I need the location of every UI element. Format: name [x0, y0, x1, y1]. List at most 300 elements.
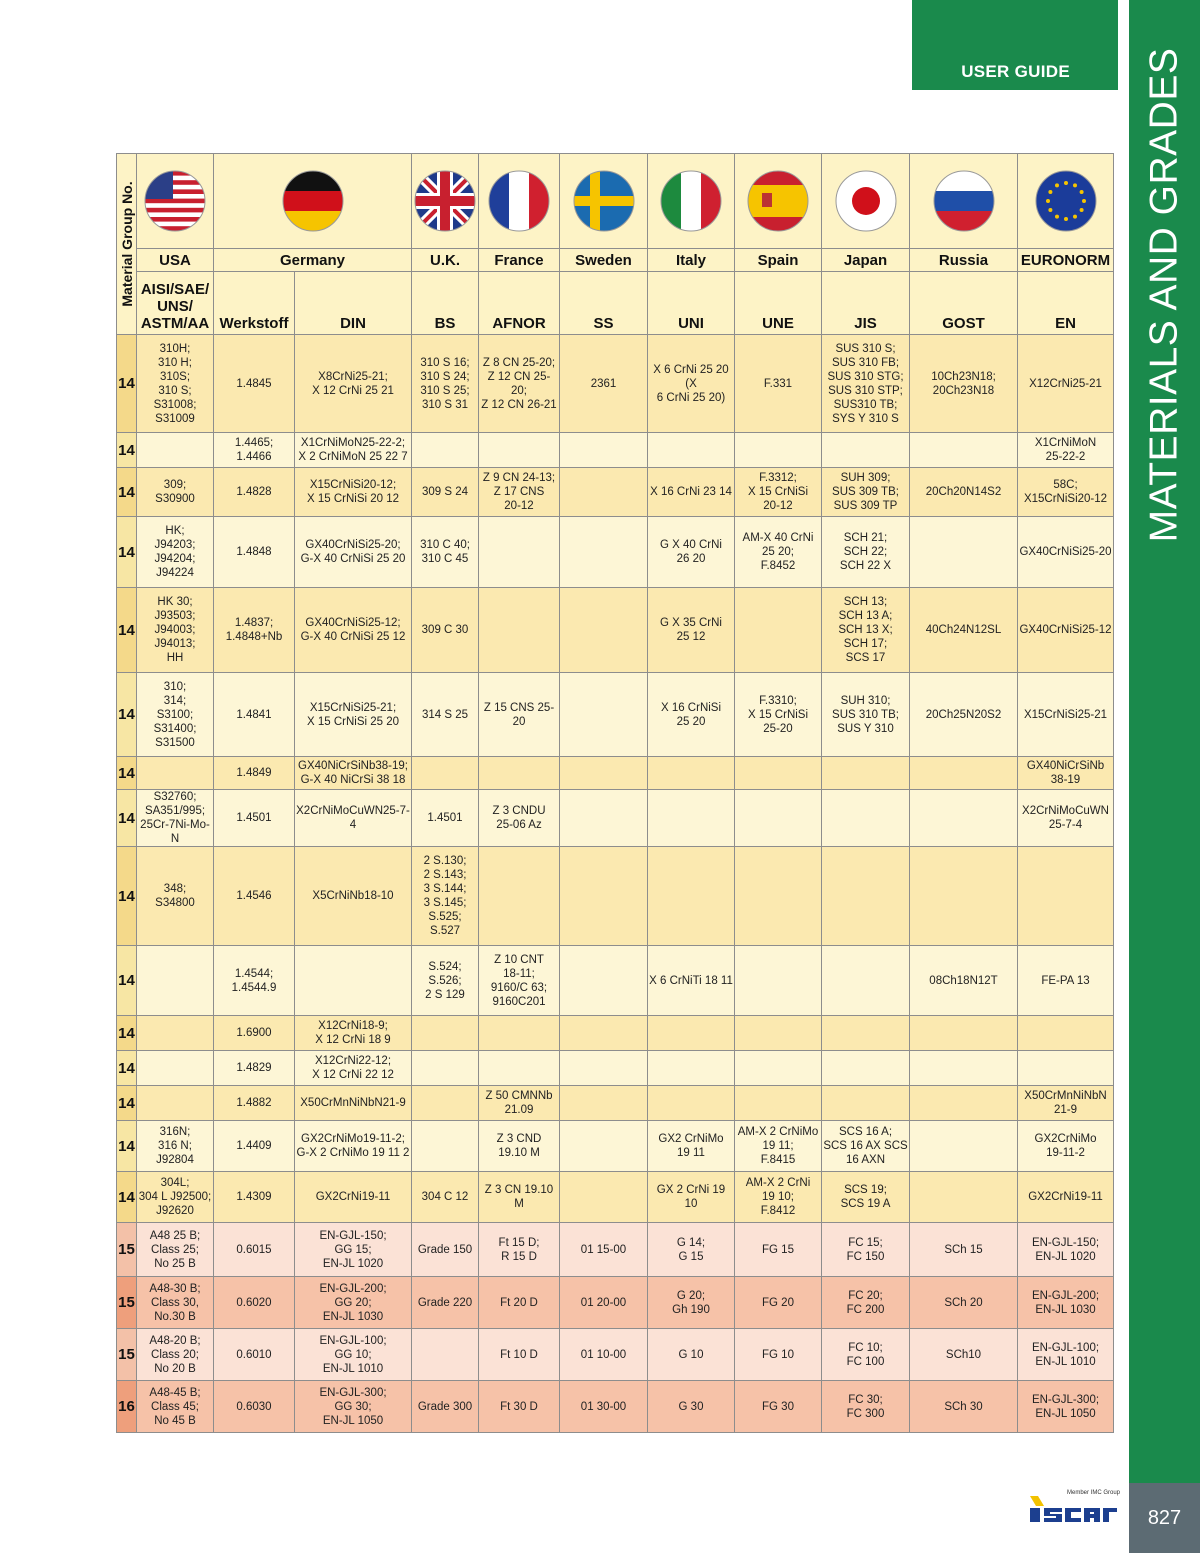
- table-cell: [1018, 1016, 1114, 1051]
- materials-table: [116, 153, 1114, 1433]
- table-cell: Z 50 CMNNb 21.09: [479, 1086, 560, 1121]
- table-cell: [137, 757, 214, 790]
- table-cell: 309; S30900: [137, 468, 214, 517]
- table-cell: [735, 847, 822, 946]
- sweden-flag-cell: [560, 154, 648, 249]
- table-cell: 1.4848: [214, 517, 295, 588]
- germany-flag-icon: [281, 169, 345, 233]
- table-cell: [137, 1086, 214, 1121]
- russia-flag-icon: [932, 169, 996, 233]
- table-cell: 1.4849: [214, 757, 295, 790]
- table-cell: 20Ch25N20S2: [910, 673, 1018, 757]
- uk-flag-icon: [413, 169, 477, 233]
- table-cell: GX40CrNiSi25-12: [1018, 588, 1114, 673]
- standard-ss: SS: [560, 272, 648, 335]
- table-cell: X15CrNiSi25-21; X 15 CrNiSi 25 20: [295, 673, 412, 757]
- table-cell: FC 15; FC 150: [822, 1223, 910, 1277]
- table-cell: [910, 517, 1018, 588]
- country-italy: Italy: [648, 249, 735, 272]
- table-cell: S.524; S.526; 2 S 129: [412, 946, 479, 1016]
- table-cell: [822, 946, 910, 1016]
- country-france: France: [479, 249, 560, 272]
- page-number-box: [1129, 1483, 1200, 1553]
- table-cell: EN-GJL-200; GG 20; EN-JL 1030: [295, 1277, 412, 1329]
- table-cell: EN-GJL-150; GG 15; EN-JL 1020: [295, 1223, 412, 1277]
- country-japan: Japan: [822, 249, 910, 272]
- table-cell: HK 30; J93503; J94003; J94013; HH: [137, 588, 214, 673]
- country-russia: Russia: [910, 249, 1018, 272]
- table-cell: [910, 1051, 1018, 1086]
- table-cell: [479, 517, 560, 588]
- table-cell: 314 S 25: [412, 673, 479, 757]
- table-cell: SCh 30: [910, 1381, 1018, 1433]
- table-cell: 309 C 30: [412, 588, 479, 673]
- table-cell: [648, 757, 735, 790]
- material-group-number: 14: [117, 1086, 137, 1121]
- table-cell: EN-GJL-100; GG 10; EN-JL 1010: [295, 1329, 412, 1381]
- table-cell: [412, 1329, 479, 1381]
- table-cell: 304 C 12: [412, 1172, 479, 1223]
- sweden-flag-icon: [572, 169, 636, 233]
- table-cell: G 10: [648, 1329, 735, 1381]
- material-group-number: 14: [117, 468, 137, 517]
- table-row: [117, 1277, 1114, 1329]
- table-cell: [1018, 1051, 1114, 1086]
- table-cell: 310H; 310 H; 310S; 310 S; S31008; S31009: [137, 335, 214, 433]
- table-cell: 0.6020: [214, 1277, 295, 1329]
- table-cell: SCh10: [910, 1329, 1018, 1381]
- standard-gost: GOST: [910, 272, 1018, 335]
- spain-flag-icon: [746, 169, 810, 233]
- page-number: 827: [1147, 1506, 1182, 1529]
- table-cell: Ft 10 D: [479, 1329, 560, 1381]
- table-cell: GX2CrNi19-11: [295, 1172, 412, 1223]
- table-cell: SUH 310; SUS 310 TB; SUS Y 310: [822, 673, 910, 757]
- table-row: [117, 673, 1114, 757]
- table-cell: X 16 CrNiSi 25 20: [648, 673, 735, 757]
- standard-afnor: AFNOR: [479, 272, 560, 335]
- material-group-number: 14: [117, 588, 137, 673]
- material-group-number: 14: [117, 946, 137, 1016]
- table-cell: 08Ch18N12T: [910, 946, 1018, 1016]
- table-cell: S32760; SA351/995; 25Cr-7Ni-Mo-N: [137, 790, 214, 847]
- material-group-number: 14: [117, 1051, 137, 1086]
- user-guide-tab: [912, 0, 1118, 90]
- table-cell: [560, 673, 648, 757]
- table-cell: Z 3 CN 19.10 M: [479, 1172, 560, 1223]
- table-cell: [560, 433, 648, 468]
- table-cell: 316N; 316 N; J92804: [137, 1121, 214, 1172]
- material-group-number: 14: [117, 757, 137, 790]
- standard-uni: UNI: [648, 272, 735, 335]
- table-cell: Ft 20 D: [479, 1277, 560, 1329]
- table-cell: A48-30 B; Class 30, No.30 B: [137, 1277, 214, 1329]
- country-germany: Germany: [214, 249, 412, 272]
- table-cell: 348; S34800: [137, 847, 214, 946]
- table-cell: [560, 1121, 648, 1172]
- material-group-number: 14: [117, 335, 137, 433]
- table-cell: [910, 757, 1018, 790]
- table-cell: FG 15: [735, 1223, 822, 1277]
- table-cell: 1.4828: [214, 468, 295, 517]
- table-cell: FC 20; FC 200: [822, 1277, 910, 1329]
- iscar-logo: [1028, 1490, 1120, 1530]
- table-cell: HK; J94203; J94204; J94224: [137, 517, 214, 588]
- table-cell: [910, 1172, 1018, 1223]
- table-cell: 0.6015: [214, 1223, 295, 1277]
- table-row: [117, 1172, 1114, 1223]
- table-cell: FG 10: [735, 1329, 822, 1381]
- table-row: [117, 335, 1114, 433]
- table-cell: SUH 309; SUS 309 TB; SUS 309 TP: [822, 468, 910, 517]
- material-group-number: 14: [117, 1121, 137, 1172]
- table-cell: 310 C 40; 310 C 45: [412, 517, 479, 588]
- table-cell: [735, 946, 822, 1016]
- table-cell: [560, 847, 648, 946]
- country-euronorm: EURONORM: [1018, 249, 1114, 272]
- material-group-number: 16: [117, 1381, 137, 1433]
- table-cell: 1.4841: [214, 673, 295, 757]
- table-cell: X12CrNi25-21: [1018, 335, 1114, 433]
- table-cell: X50CrMnNiNbN21-9: [295, 1086, 412, 1121]
- table-cell: F.331: [735, 335, 822, 433]
- material-group-number: 15: [117, 1223, 137, 1277]
- iscar-logo-icon: [1028, 1494, 1118, 1528]
- table-row: [117, 1086, 1114, 1121]
- table-cell: [822, 757, 910, 790]
- table-cell: X 16 CrNi 23 14: [648, 468, 735, 517]
- table-cell: 1.4882: [214, 1086, 295, 1121]
- table-cell: SCS 19; SCS 19 A: [822, 1172, 910, 1223]
- table-cell: [560, 1016, 648, 1051]
- table-cell: AM-X 2 CrNi 19 10; F.8412: [735, 1172, 822, 1223]
- table-cell: [910, 847, 1018, 946]
- table-cell: 310; 314; S3100; S31400; S31500: [137, 673, 214, 757]
- table-cell: [412, 757, 479, 790]
- country-spain: Spain: [735, 249, 822, 272]
- table-cell: [479, 847, 560, 946]
- table-cell: [137, 433, 214, 468]
- table-cell: Z 3 CNDU 25-06 Az: [479, 790, 560, 847]
- country-uk: U.K.: [412, 249, 479, 272]
- table-cell: EN-GJL-300; GG 30; EN-JL 1050: [295, 1381, 412, 1433]
- table-cell: [295, 946, 412, 1016]
- france-flag-cell: [479, 154, 560, 249]
- table-cell: [648, 1086, 735, 1121]
- table-cell: GX40CrNiSi25-20: [1018, 517, 1114, 588]
- table-cell: [560, 1172, 648, 1223]
- material-group-number: 14: [117, 847, 137, 946]
- material-group-number: 14: [117, 1172, 137, 1223]
- table-cell: 01 30-00: [560, 1381, 648, 1433]
- table-cell: GX40CrNiSi25-20; G-X 40 CrNiSi 25 20: [295, 517, 412, 588]
- table-cell: FC 30; FC 300: [822, 1381, 910, 1433]
- russia-flag-cell: [910, 154, 1018, 249]
- table-cell: EN-GJL-300; EN-JL 1050: [1018, 1381, 1114, 1433]
- table-cell: [137, 1051, 214, 1086]
- table-cell: 20Ch20N14S2: [910, 468, 1018, 517]
- table-row: [117, 588, 1114, 673]
- table-cell: [735, 433, 822, 468]
- table-cell: [412, 1086, 479, 1121]
- table-cell: EN-GJL-150; EN-JL 1020: [1018, 1223, 1114, 1277]
- table-cell: [910, 1121, 1018, 1172]
- italy-flag-cell: [648, 154, 735, 249]
- standard-une: UNE: [735, 272, 822, 335]
- table-cell: [479, 1051, 560, 1086]
- table-cell: X 6 CrNi 25 20 (X 6 CrNi 25 20): [648, 335, 735, 433]
- table-cell: F.3312; X 15 CrNiSi 20-12: [735, 468, 822, 517]
- table-cell: [560, 946, 648, 1016]
- table-cell: Grade 220: [412, 1277, 479, 1329]
- table-cell: [735, 1086, 822, 1121]
- table-cell: [560, 1051, 648, 1086]
- material-group-number: 15: [117, 1277, 137, 1329]
- eu-flag-icon: [1034, 169, 1098, 233]
- table-cell: Grade 300: [412, 1381, 479, 1433]
- table-cell: X2CrNiMoCuWN 25-7-4: [1018, 790, 1114, 847]
- table-cell: [560, 468, 648, 517]
- table-cell: Grade 150: [412, 1223, 479, 1277]
- table-cell: [412, 1121, 479, 1172]
- table-cell: 1.4465; 1.4466: [214, 433, 295, 468]
- table-cell: X15CrNiSi20-12; X 15 CrNiSi 20 12: [295, 468, 412, 517]
- table-cell: [735, 1016, 822, 1051]
- table-cell: SUS 310 S; SUS 310 FB; SUS 310 STG; SUS 310 STP; SUS310 TB; SYS Y 310 S: [822, 335, 910, 433]
- usa-flag-icon: [143, 169, 207, 233]
- table-cell: [560, 757, 648, 790]
- table-cell: [822, 847, 910, 946]
- table-cell: 0.6030: [214, 1381, 295, 1433]
- table-cell: SCh 15: [910, 1223, 1018, 1277]
- material-group-number: 14: [117, 517, 137, 588]
- usa-flag-cell: [137, 154, 214, 249]
- table-cell: A48 25 B; Class 25; No 25 B: [137, 1223, 214, 1277]
- table-cell: [735, 1051, 822, 1086]
- material-group-number: 15: [117, 1329, 137, 1381]
- table-cell: Z 15 CNS 25-20: [479, 673, 560, 757]
- table-cell: [412, 1051, 479, 1086]
- table-cell: X15CrNiSi25-21: [1018, 673, 1114, 757]
- table-cell: X1CrNiMoN 25-22-2: [1018, 433, 1114, 468]
- table-cell: A48-20 B; Class 20; No 20 B: [137, 1329, 214, 1381]
- table-cell: 58C; X15CrNiSi20-12: [1018, 468, 1114, 517]
- table-cell: [560, 588, 648, 673]
- table-cell: 1.4845: [214, 335, 295, 433]
- standard-row: [117, 272, 1114, 335]
- side-title: [1128, 47, 1200, 543]
- germany-flag-cell: [214, 154, 412, 249]
- logo-member-text: Member IMC Group: [1066, 1490, 1120, 1496]
- table-cell: [910, 433, 1018, 468]
- material-group-number: 14: [117, 790, 137, 847]
- standard-werkstoff: Werkstoff: [214, 272, 295, 335]
- france-flag-icon: [487, 169, 551, 233]
- table-cell: FE-PA 13: [1018, 946, 1114, 1016]
- table-cell: [822, 1086, 910, 1121]
- table-row: [117, 1121, 1114, 1172]
- table-cell: Z 9 CN 24-13; Z 17 CNS 20-12: [479, 468, 560, 517]
- table-cell: EN-GJL-200; EN-JL 1030: [1018, 1277, 1114, 1329]
- table-row: [117, 517, 1114, 588]
- table-cell: Z 3 CND 19.10 M: [479, 1121, 560, 1172]
- table-cell: [822, 433, 910, 468]
- table-cell: 0.6010: [214, 1329, 295, 1381]
- table-cell: [648, 1016, 735, 1051]
- table-cell: FC 10; FC 100: [822, 1329, 910, 1381]
- table-cell: FG 30: [735, 1381, 822, 1433]
- table-cell: [137, 1016, 214, 1051]
- table-cell: SCH 13; SCH 13 A; SCH 13 X; SCH 17; SCS 17: [822, 588, 910, 673]
- standard-aisi: AISI/SAE/ UNS/ ASTM/AA: [137, 272, 214, 335]
- eu-flag-cell: [1018, 154, 1114, 249]
- table-row: [117, 790, 1114, 847]
- japan-flag-icon: [834, 169, 898, 233]
- table-cell: [1018, 847, 1114, 946]
- standard-bs: BS: [412, 272, 479, 335]
- table-cell: X12CrNi22-12; X 12 CrNi 22 12: [295, 1051, 412, 1086]
- table-cell: [648, 847, 735, 946]
- table-cell: [479, 433, 560, 468]
- table-cell: GX2CrNi19-11: [1018, 1172, 1114, 1223]
- table-cell: [479, 757, 560, 790]
- table-cell: [560, 517, 648, 588]
- table-cell: F.3310; X 15 CrNiSi 25-20: [735, 673, 822, 757]
- table-cell: 1.4501: [214, 790, 295, 847]
- table-cell: X5CrNiNb18-10: [295, 847, 412, 946]
- table-cell: [648, 433, 735, 468]
- table-cell: GX2 CrNiMo 19 11: [648, 1121, 735, 1172]
- table-cell: 2 S.130; 2 S.143; 3 S.144; 3 S.145; S.525; S.527: [412, 847, 479, 946]
- table-cell: X8CrNi25-21; X 12 CrNi 25 21: [295, 335, 412, 433]
- table-cell: [648, 1051, 735, 1086]
- table-cell: G 20; Gh 190: [648, 1277, 735, 1329]
- standard-din: DIN: [295, 272, 412, 335]
- table-cell: GX2CrNiMo19-11-2; G-X 2 CrNiMo 19 11 2: [295, 1121, 412, 1172]
- table-cell: [735, 757, 822, 790]
- table-cell: GX2CrNiMo 19-11-2: [1018, 1121, 1114, 1172]
- japan-flag-cell: [822, 154, 910, 249]
- table-cell: [479, 588, 560, 673]
- material-group-number: 14: [117, 673, 137, 757]
- table-row: [117, 1016, 1114, 1051]
- table-cell: 40Ch24N12SL: [910, 588, 1018, 673]
- table-cell: 1.4544; 1.4544.9: [214, 946, 295, 1016]
- country-sweden: Sweden: [560, 249, 648, 272]
- table-cell: SCh 20: [910, 1277, 1018, 1329]
- table-row: [117, 847, 1114, 946]
- table-cell: 1.4829: [214, 1051, 295, 1086]
- table-cell: GX40NiCrSiNb 38-19: [1018, 757, 1114, 790]
- table-cell: [412, 1016, 479, 1051]
- table-cell: X 6 CrNiTi 18 11: [648, 946, 735, 1016]
- flags-row: [117, 154, 1114, 249]
- table-row: [117, 757, 1114, 790]
- table-cell: 1.4409: [214, 1121, 295, 1172]
- table-cell: G 30: [648, 1381, 735, 1433]
- table-cell: AM-X 40 CrNi 25 20; F.8452: [735, 517, 822, 588]
- table-row: [117, 1329, 1114, 1381]
- table-cell: [822, 790, 910, 847]
- table-cell: SCH 21; SCH 22; SCH 22 X: [822, 517, 910, 588]
- table-row: [117, 1051, 1114, 1086]
- table-cell: G X 40 CrNi 26 20: [648, 517, 735, 588]
- table-cell: GX40CrNiSi25-12; G-X 40 CrNiSi 25 12: [295, 588, 412, 673]
- table-cell: [910, 1086, 1018, 1121]
- table-cell: [822, 1051, 910, 1086]
- table-cell: 2361: [560, 335, 648, 433]
- table-cell: [137, 946, 214, 1016]
- table-cell: X50CrMnNiNbN 21-9: [1018, 1086, 1114, 1121]
- table-cell: 01 20-00: [560, 1277, 648, 1329]
- table-cell: [735, 790, 822, 847]
- table-cell: [560, 790, 648, 847]
- country-usa: USA: [137, 249, 214, 272]
- table-cell: GX 2 CrNi 19 10: [648, 1172, 735, 1223]
- table-cell: FG 20: [735, 1277, 822, 1329]
- table-cell: 1.4546: [214, 847, 295, 946]
- standard-en: EN: [1018, 272, 1114, 335]
- table-row: [117, 1223, 1114, 1277]
- material-group-header-text: Material Group No.: [118, 181, 135, 307]
- table-cell: G X 35 CrNi 25 12: [648, 588, 735, 673]
- table-row: [117, 468, 1114, 517]
- material-group-header: [117, 154, 137, 335]
- table-cell: 1.6900: [214, 1016, 295, 1051]
- table-cell: 1.4309: [214, 1172, 295, 1223]
- table-cell: 10Ch23N18; 20Ch23N18: [910, 335, 1018, 433]
- table-cell: X12CrNi18-9; X 12 CrNi 18 9: [295, 1016, 412, 1051]
- table-cell: 1.4501: [412, 790, 479, 847]
- table-cell: SCS 16 A; SCS 16 AX SCS 16 AXN: [822, 1121, 910, 1172]
- table-cell: 310 S 16; 310 S 24; 310 S 25; 310 S 31: [412, 335, 479, 433]
- table-cell: [822, 1016, 910, 1051]
- table-row: [117, 946, 1114, 1016]
- table-cell: [412, 433, 479, 468]
- table-cell: [648, 790, 735, 847]
- side-title-text: MATERIALS AND GRADES: [1142, 47, 1186, 543]
- table-cell: [735, 588, 822, 673]
- table-cell: X1CrNiMoN25-22-2; X 2 CrNiMoN 25 22 7: [295, 433, 412, 468]
- table-cell: Z 8 CN 25-20; Z 12 CN 25-20; Z 12 CN 26-21: [479, 335, 560, 433]
- table-cell: 304L; 304 L J92500; J92620: [137, 1172, 214, 1223]
- table-cell: Ft 30 D: [479, 1381, 560, 1433]
- table-cell: [910, 790, 1018, 847]
- table-cell: [910, 1016, 1018, 1051]
- table-cell: 01 15-00: [560, 1223, 648, 1277]
- spain-flag-cell: [735, 154, 822, 249]
- table-row: [117, 1381, 1114, 1433]
- material-group-number: 14: [117, 1016, 137, 1051]
- table-cell: [560, 1086, 648, 1121]
- table-cell: 309 S 24: [412, 468, 479, 517]
- country-row: [117, 249, 1114, 272]
- table-cell: GX40NiCrSiNb38-19; G-X 40 NiCrSi 38 18: [295, 757, 412, 790]
- table-cell: 01 10-00: [560, 1329, 648, 1381]
- table-cell: A48-45 B; Class 45; No 45 B: [137, 1381, 214, 1433]
- standard-jis: JIS: [822, 272, 910, 335]
- table-cell: Ft 15 D; R 15 D: [479, 1223, 560, 1277]
- table-cell: [479, 1016, 560, 1051]
- table-cell: Z 10 CNT 18-11; 9160/C 63; 9160C201: [479, 946, 560, 1016]
- material-group-number: 14: [117, 433, 137, 468]
- italy-flag-icon: [659, 169, 723, 233]
- table-row: [117, 433, 1114, 468]
- table-cell: EN-GJL-100; EN-JL 1010: [1018, 1329, 1114, 1381]
- table-cell: AM-X 2 CrNiMo 19 11; F.8415: [735, 1121, 822, 1172]
- table-cell: X2CrNiMoCuWN25-7-4: [295, 790, 412, 847]
- user-guide-label: USER GUIDE: [961, 62, 1070, 81]
